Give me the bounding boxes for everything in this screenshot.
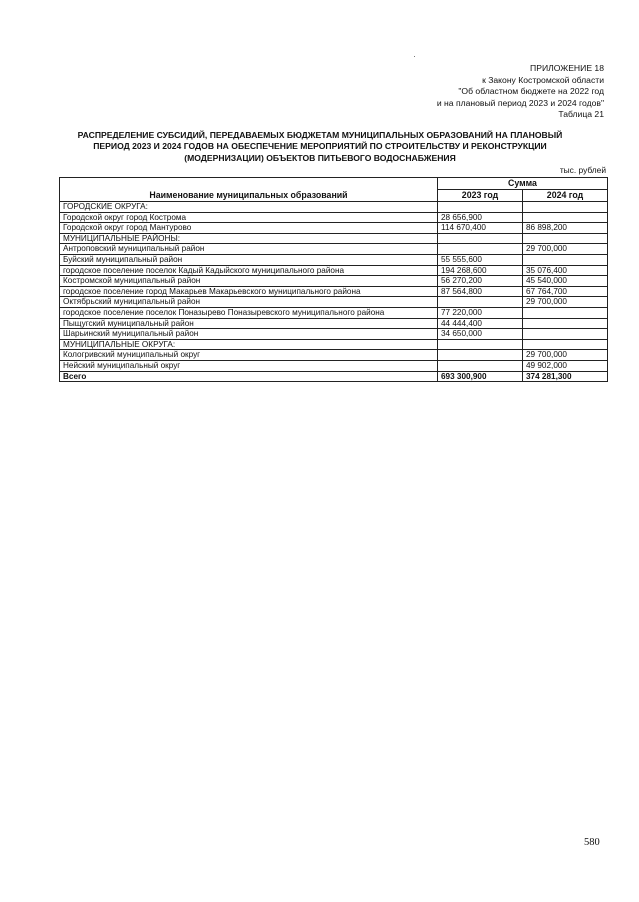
header-sum: Сумма bbox=[438, 178, 608, 190]
appendix-period: и на плановый период 2023 и 2024 годов" bbox=[436, 97, 604, 108]
row-2024-value: 45 540,000 bbox=[523, 276, 608, 287]
header-2024: 2024 год bbox=[523, 190, 608, 202]
subsidy-table bbox=[59, 177, 608, 382]
table-row bbox=[60, 360, 608, 371]
row-2024-value: 49 902,000 bbox=[523, 360, 608, 371]
row-name: Пыщугский муниципальный район bbox=[60, 318, 438, 329]
document-title: РАСПРЕДЕЛЕНИЕ СУБСИДИЙ, ПЕРЕДАВАЕМЫХ БЮДЖЕТАМ МУНИЦИПАЛЬНЫХ ОБРАЗОВАНИЙ НА ПЛАНОВЫЙ ПЕРИОД 2023 И 2024 ГОДОВ НА ОБЕСПЕЧЕНИЕ МЕРОПРИЯТИЙ ПО СТРОИТЕЛЬСТВУ И РЕКОНСТРУКЦИИ (МОДЕРНИЗАЦИИ) ОБЪЕКТОВ ПИТЬЕВОГО ВОДОСНАБЖЕНИЯ bbox=[77, 130, 563, 163]
row-name: Костромской муниципальный район bbox=[60, 276, 438, 287]
header-name: Наименование муниципальных образований bbox=[60, 178, 438, 202]
appendix-header bbox=[437, 63, 604, 121]
row-2023-value bbox=[438, 360, 523, 371]
table-row bbox=[60, 339, 608, 350]
row-2023-value bbox=[438, 339, 523, 350]
row-2023-value: 44 444,400 bbox=[438, 318, 523, 329]
appendix-table-number: Таблица 21 bbox=[558, 109, 604, 120]
row-2024-value bbox=[523, 329, 608, 340]
appendix-number: ПРИЛОЖЕНИЕ 18 bbox=[530, 63, 604, 73]
row-2024-value: 67 764,700 bbox=[523, 286, 608, 297]
units-label: тыс. рублей bbox=[559, 165, 606, 175]
row-2024-value: 29 700,000 bbox=[523, 297, 608, 308]
row-2023-value bbox=[438, 202, 523, 213]
row-name: Городской округ город Кострома bbox=[60, 212, 438, 223]
row-2023-value: 114 670,400 bbox=[438, 223, 523, 234]
scan-speck bbox=[414, 56, 415, 57]
row-name: МУНИЦИПАЛЬНЫЕ ОКРУГА: bbox=[60, 339, 438, 350]
row-name: Кологривский муниципальный округ bbox=[60, 350, 438, 361]
row-name: Октябрьский муниципальный район bbox=[60, 297, 438, 308]
row-name: городское поселение город Макарьев Макарьевского муниципального района bbox=[60, 286, 438, 297]
table-row bbox=[60, 307, 608, 318]
row-2024-value bbox=[523, 339, 608, 350]
row-name: Антроповский муниципальный район bbox=[60, 244, 438, 255]
row-2023-value: 77 220,000 bbox=[438, 307, 523, 318]
table-row bbox=[60, 297, 608, 308]
table-row bbox=[60, 244, 608, 255]
row-name: ГОРОДСКИЕ ОКРУГА: bbox=[60, 202, 438, 213]
table-row bbox=[60, 265, 608, 276]
row-2024-value: 29 700,000 bbox=[523, 350, 608, 361]
row-2023-value bbox=[438, 244, 523, 255]
row-name: МУНИЦИПАЛЬНЫЕ РАЙОНЫ: bbox=[60, 233, 438, 244]
table-row bbox=[60, 286, 608, 297]
table-row bbox=[60, 212, 608, 223]
row-2024-value bbox=[523, 318, 608, 329]
row-name: Нейский муниципальный округ bbox=[60, 360, 438, 371]
row-2024-value bbox=[523, 212, 608, 223]
page-number: 580 bbox=[584, 837, 600, 848]
row-name: Городской округ город Мантурово bbox=[60, 223, 438, 234]
row-name: Шарьинский муниципальный район bbox=[60, 329, 438, 340]
appendix-law-title: "Об областном бюджете на 2022 год bbox=[458, 86, 604, 97]
table-row bbox=[60, 276, 608, 287]
row-2024-value bbox=[523, 254, 608, 265]
row-2023-value: 194 268,600 bbox=[438, 265, 523, 276]
row-2023-value bbox=[438, 297, 523, 308]
row-name: городское поселение поселок Поназырево Поназыревского муниципального района bbox=[60, 307, 438, 318]
total-label: Всего bbox=[60, 371, 438, 382]
table-row bbox=[60, 329, 608, 340]
table-row bbox=[60, 202, 608, 213]
table-body bbox=[60, 202, 608, 382]
row-2023-value: 56 270,200 bbox=[438, 276, 523, 287]
table-row bbox=[60, 350, 608, 361]
row-2024-value: 35 076,400 bbox=[523, 265, 608, 276]
row-name: Буйский муниципальный район bbox=[60, 254, 438, 265]
row-2023-value: 34 650,000 bbox=[438, 329, 523, 340]
total-row bbox=[60, 371, 608, 382]
total-2024: 374 281,300 bbox=[523, 371, 608, 382]
total-2023: 693 300,900 bbox=[438, 371, 523, 382]
appendix-law-ref: к Закону Костромской области bbox=[482, 74, 604, 85]
table-row bbox=[60, 233, 608, 244]
table-row bbox=[60, 254, 608, 265]
row-name: городское поселение поселок Кадый Кадыйского муниципального района bbox=[60, 265, 438, 276]
row-2024-value bbox=[523, 233, 608, 244]
row-2024-value bbox=[523, 202, 608, 213]
row-2024-value bbox=[523, 307, 608, 318]
table-row bbox=[60, 223, 608, 234]
row-2023-value: 87 564,800 bbox=[438, 286, 523, 297]
table-row bbox=[60, 318, 608, 329]
header-2023: 2023 год bbox=[438, 190, 523, 202]
row-2024-value: 86 898,200 bbox=[523, 223, 608, 234]
row-2023-value: 28 656,900 bbox=[438, 212, 523, 223]
row-2024-value: 29 700,000 bbox=[523, 244, 608, 255]
row-2023-value: 55 555,600 bbox=[438, 254, 523, 265]
row-2023-value bbox=[438, 350, 523, 361]
row-2023-value bbox=[438, 233, 523, 244]
